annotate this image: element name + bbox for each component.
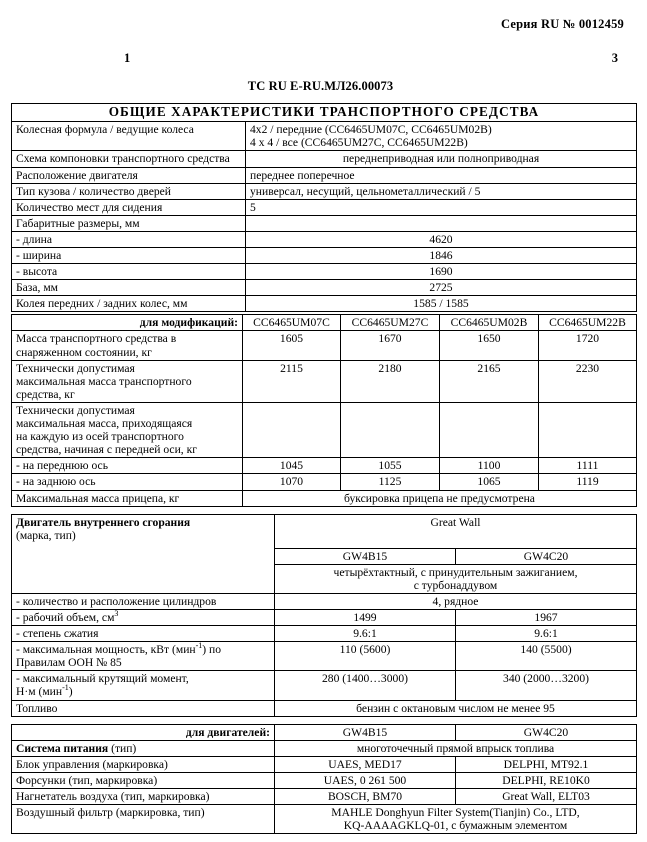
table-row [12,490,637,506]
engine-model: GW4B15 [275,548,456,564]
label-line-2: максимальная масса транспортного [16,374,192,388]
table-row [12,248,637,264]
row-value: переднее поперечное [246,167,637,183]
row-value: 1065 [440,474,539,490]
row-value [246,215,637,231]
label-line-1: Технически допустимая [16,403,135,417]
table-row [12,296,637,312]
row-label: - на заднюю ось [12,474,243,490]
row-value: переднеприводная или полноприводная [246,151,637,167]
row-value: 2230 [539,360,637,402]
row-value: многоточечный прямой впрыск топлива [275,740,637,756]
modifications-header-row [12,315,637,331]
table-row [12,331,637,360]
row-value: 9.6:1 [456,626,637,642]
row-value: 4620 [246,231,637,247]
label-line-1: - максимальный крутящий момент, [16,672,189,686]
label-line-2: Правилам ООН № 85 [16,656,122,670]
row-value: DELPHI, MT92.1 [456,756,637,772]
modifications-label: для модификаций: [12,315,243,331]
row-value: 340 (2000…3200) [456,671,637,700]
row-value: буксировка прицепа не предусмотрена [243,490,637,506]
row-value: 140 (5500) [456,642,637,671]
row-label: - на переднюю ось [12,458,243,474]
row-value: 1846 [246,248,637,264]
row-value: Great Wall, ELT03 [456,789,637,805]
engine-characteristics-table [11,514,637,717]
row-value: 1119 [539,474,637,490]
row-value: 1720 [539,331,637,360]
row-value: 1499 [275,609,456,625]
row-value: 1670 [341,331,440,360]
row-value [275,805,637,834]
table-row [12,199,637,215]
section-title: ОБЩИЕ ХАРАКТЕРИСТИКИ ТРАНСПОРТНОГО СРЕДСТВА [12,104,637,122]
row-label: - высота [12,264,246,280]
table-row [12,789,637,805]
label-text: - рабочий объем, см [16,610,115,624]
row-label: База, мм [12,280,246,296]
row-label: Колея передних / задних колес, мм [12,296,246,312]
engine-type [275,564,637,593]
row-value [440,402,539,457]
table-row [12,514,637,548]
row-value: бензин с октановым числом не менее 95 [275,700,637,716]
row-label: Блок управления (маркировка) [12,756,275,772]
label-superscript: 3 [114,609,119,619]
row-value [243,402,341,457]
table-row [12,121,637,150]
row-value: 280 (1400…3000) [275,671,456,700]
label-line-4: средства, начиная с передней оси, кг [16,443,197,457]
row-value: 1111 [539,458,637,474]
label-text: - максимальная мощность, кВт (мин [16,643,196,657]
table-title-row [12,104,637,122]
row-value: 9.6:1 [275,626,456,642]
row-value: 1605 [243,331,341,360]
table-row [12,642,637,671]
row-value: 1967 [456,609,637,625]
row-value: DELPHI, RE10K0 [456,772,637,788]
row-value: 2180 [341,360,440,402]
modification-header: CC6465UM27C [341,315,440,331]
row-value: 2165 [440,360,539,402]
row-value: 1690 [246,264,637,280]
row-value: 1100 [440,458,539,474]
value-line-1: MAHLE Donghyun Filter System(Tianjin) Co., LTD, [331,806,580,820]
table-row [12,360,637,402]
label-superscript: -1 [195,641,203,651]
label-line-1: Технически допустимая [16,361,135,375]
label-text: Н·м (мин [16,685,63,699]
row-value [341,402,440,457]
table-row [12,402,637,457]
table-row [12,700,637,716]
label-line-1: Масса транспортного средства в [16,332,177,346]
row-label: Воздушный фильтр (маркировка, тип) [12,805,275,834]
row-label: Габаритные размеры, мм [12,215,246,231]
fuel-system-table [11,724,637,835]
row-label: Форсунки (тип, маркировка) [12,772,275,788]
row-label: Колесная формула / ведущие колеса [12,121,246,150]
row-value: универсал, несущий, цельнометаллический / 5 [246,183,637,199]
modification-header: CC6465UM07C [243,315,341,331]
engines-header-row [12,724,637,740]
row-value: 1650 [440,331,539,360]
engine-header: GW4C20 [456,724,637,740]
modification-header: CC6465UM22B [539,315,637,331]
engine-label-line-2: (марка, тип) [16,528,76,542]
table-row [12,264,637,280]
value-line-1: 4x2 / передние (CC6465UM07C, CC6465UM02B) [250,122,492,136]
row-label [12,402,243,457]
row-value: 110 (5600) [275,642,456,671]
value-line-2: KQ-AAAAGKLQ-01, с бумажным элементом [343,819,568,833]
label-line-3: средства, кг [16,387,75,401]
row-value [539,402,637,457]
series-number: Серия RU № 0012459 [501,17,624,31]
table-row [12,167,637,183]
table-row [12,231,637,247]
row-value: 2115 [243,360,341,402]
mass-characteristics-table [11,314,637,506]
row-value [246,121,637,150]
table-row [12,474,637,490]
engine-header: GW4B15 [275,724,456,740]
row-label [12,740,275,756]
engine-model: GW4C20 [456,548,637,564]
row-value: 2725 [246,280,637,296]
row-label [12,609,275,625]
row-value: UAES, 0 261 500 [275,772,456,788]
row-label [12,331,243,360]
row-label: Тип кузова / количество дверей [12,183,246,199]
table-row [12,756,637,772]
table-row [12,458,637,474]
table-row [12,805,637,834]
label-text-end: ) [68,685,73,699]
table-row [12,740,637,756]
row-label: - ширина [12,248,246,264]
engine-label [12,514,275,593]
engines-label: для двигателей: [12,724,275,740]
table-row [12,151,637,167]
row-value: 1055 [341,458,440,474]
modification-header: CC6465UM02B [440,315,539,331]
engine-type-line-2: с турбонаддувом [413,578,498,592]
table-row [12,183,637,199]
table-row [12,772,637,788]
row-label [12,671,275,700]
label-text-end: ) по [202,643,222,657]
engine-type-line-1: четырёхтактный, с принудительным зажиганием, [333,565,578,579]
engine-brand: Great Wall [275,514,637,548]
table-row [12,280,637,296]
row-label: - степень сжатия [12,626,275,642]
row-label [12,360,243,402]
row-value: BOSCH, BM70 [275,789,456,805]
label-line-3: на каждую из осей транспортного [16,430,184,444]
row-label: Топливо [12,700,275,716]
row-value: 1070 [243,474,341,490]
table-row [12,671,637,700]
page-number-right: 3 [611,51,618,65]
table-row [12,626,637,642]
label-line-2: снаряженном состоянии, кг [16,345,152,359]
certificate-number: ТС RU E-RU.МЛ26.00073 [247,79,394,93]
value-line-2: 4 х 4 / все (CC6465UM27C, CC6465UM22B) [250,136,468,149]
row-label: Нагнетатель воздуха (тип, маркировка) [12,789,275,805]
row-value: 1045 [243,458,341,474]
row-label: Схема компоновки транспортного средства [12,151,246,167]
row-label: Количество мест для сидения [12,199,246,215]
table-row [12,609,637,625]
row-value: 1585 / 1585 [246,296,637,312]
general-characteristics-table [11,103,637,312]
label-line-1 [16,643,270,656]
table-row [12,593,637,609]
row-value: UAES, MED17 [275,756,456,772]
page-number-row [11,51,636,77]
row-value: 5 [246,199,637,215]
label-line-2 [16,685,270,698]
engine-label-line-1: Двигатель внутреннего сгорания [16,515,191,529]
row-label: - количество и расположение цилиндров [12,593,275,609]
row-label: Максимальная масса прицепа, кг [12,490,243,506]
row-label: Расположение двигателя [12,167,246,183]
row-value: 1125 [341,474,440,490]
label-superscript: -1 [62,683,69,693]
label-rest: (тип) [108,741,137,755]
row-value: 4, рядное [275,593,637,609]
row-label [12,642,275,671]
label-line-2: максимальная масса, приходящаяся [16,417,193,431]
page-number-left: 1 [124,51,131,65]
label-bold: Система питания [16,741,109,755]
table-row [12,215,637,231]
row-label: - длина [12,231,246,247]
